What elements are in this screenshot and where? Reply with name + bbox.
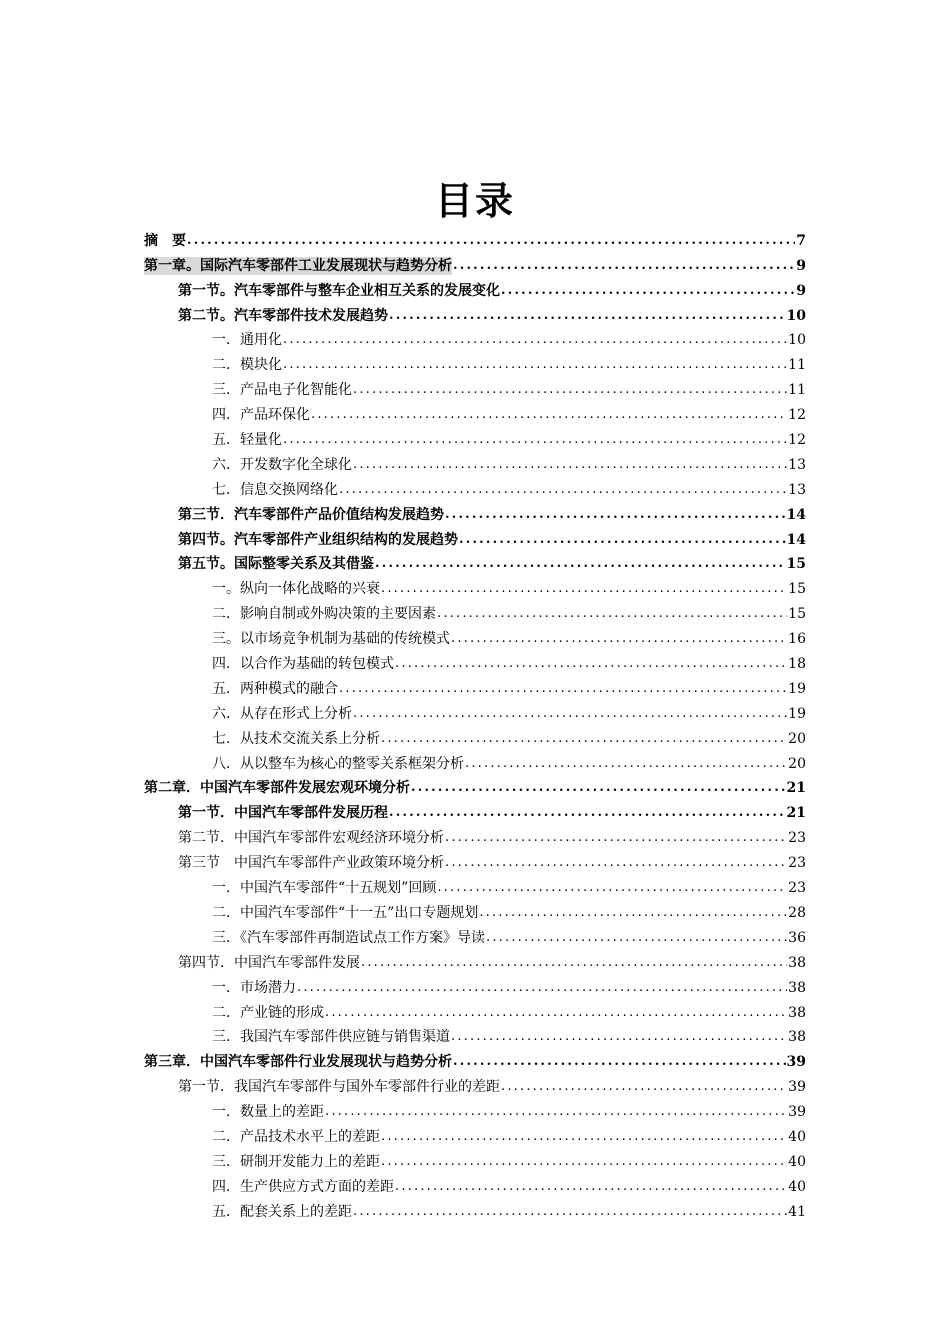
toc-entry-page-number: 7 bbox=[796, 232, 806, 249]
toc-entry-label: 第四节．中国汽车零部件发展 bbox=[178, 954, 360, 971]
toc-entry[interactable] bbox=[144, 573, 806, 598]
toc-dot-leader bbox=[311, 406, 787, 424]
toc-entry-label: 第二节。汽车零部件技术发展趋势 bbox=[178, 307, 388, 324]
toc-entry-page-number: 14 bbox=[786, 531, 806, 548]
toc-entry[interactable] bbox=[144, 773, 806, 798]
toc-entry[interactable] bbox=[144, 474, 806, 499]
toc-dot-leader bbox=[465, 755, 787, 773]
toc-entry[interactable] bbox=[144, 449, 806, 474]
toc-entry-label: 三。以市场竞争机制为基础的传统模式 bbox=[212, 631, 450, 648]
toc-entry-page-number: 16 bbox=[788, 631, 806, 648]
toc-entry-label: 第三节．汽车零部件产品价值结构发展趋势 bbox=[178, 506, 444, 523]
toc-entry[interactable] bbox=[144, 797, 806, 822]
toc-entry-page-number: 40 bbox=[788, 1128, 806, 1145]
toc-entry-label: 第五节。国际整零关系及其借鉴 bbox=[178, 556, 374, 573]
toc-entry-page-number: 21 bbox=[786, 780, 806, 797]
toc-entry[interactable] bbox=[144, 1196, 806, 1221]
toc-entry-label: 第一节。汽车零部件与整车企业相互关系的发展变化 bbox=[178, 282, 500, 299]
toc-entry-page-number: 21 bbox=[786, 805, 806, 822]
toc-entry-page-number: 15 bbox=[786, 556, 806, 573]
toc-dot-leader bbox=[445, 829, 787, 847]
toc-dot-leader bbox=[451, 1028, 787, 1046]
toc-dot-leader bbox=[361, 954, 787, 972]
toc-entry-page-number: 28 bbox=[788, 904, 806, 921]
toc-entry-label: 第一章。国际汽车零部件工业发展现状与趋势分析 bbox=[144, 257, 452, 274]
toc-entry-label: 三．《汽车零部件再制造试点工作方案》导读 bbox=[212, 929, 485, 946]
toc-dot-leader bbox=[501, 1078, 787, 1096]
toc-entry[interactable] bbox=[144, 723, 806, 748]
toc-dot-leader bbox=[297, 979, 787, 997]
toc-dot-leader bbox=[353, 381, 787, 399]
toc-entry-page-number: 23 bbox=[788, 855, 806, 872]
toc-entry-page-number: 40 bbox=[788, 1153, 806, 1170]
toc-dot-leader bbox=[451, 630, 787, 648]
toc-entry[interactable] bbox=[144, 698, 806, 723]
toc-entry-label: 二．产业链的形成 bbox=[212, 1004, 324, 1021]
toc-entry-label: 第四节。汽车零部件产业组织结构的发展趋势 bbox=[178, 531, 458, 548]
toc-entry-label: 一．市场潜力 bbox=[212, 979, 296, 996]
toc-entry[interactable] bbox=[144, 225, 806, 250]
toc-entry-label: 三．我国汽车零部件供应链与销售渠道 bbox=[212, 1029, 450, 1046]
toc-dot-leader bbox=[445, 854, 787, 872]
toc-entry[interactable] bbox=[144, 549, 806, 574]
toc-entry-page-number: 41 bbox=[788, 1203, 806, 1220]
toc-entry[interactable] bbox=[144, 748, 806, 773]
toc-dot-leader bbox=[381, 730, 787, 748]
toc-dot-leader bbox=[353, 705, 787, 723]
toc-entry-label: 一．通用化 bbox=[212, 332, 282, 349]
toc-entry-page-number: 11 bbox=[788, 357, 806, 374]
toc-entry[interactable] bbox=[144, 1121, 806, 1146]
toc-entry-page-number: 23 bbox=[788, 830, 806, 847]
toc-entry[interactable] bbox=[144, 524, 806, 549]
toc-entry-page-number: 10 bbox=[786, 307, 806, 324]
toc-dot-leader bbox=[375, 555, 786, 573]
toc-entry-label: 第一节．中国汽车零部件发展历程 bbox=[178, 805, 388, 822]
toc-entry-label: 二．产品技术水平上的差距 bbox=[212, 1128, 380, 1145]
toc-entry[interactable] bbox=[144, 1046, 806, 1071]
toc-entry-label: 七．信息交换网络化 bbox=[212, 481, 338, 498]
toc-entry[interactable] bbox=[144, 997, 806, 1022]
toc-dot-leader bbox=[381, 1153, 787, 1171]
toc-dot-leader bbox=[325, 1004, 787, 1022]
toc-entry-page-number: 15 bbox=[788, 606, 806, 623]
toc-entry-page-number: 38 bbox=[788, 954, 806, 971]
toc-dot-leader bbox=[395, 655, 787, 673]
toc-entry-page-number: 39 bbox=[788, 1104, 806, 1121]
toc-entry-label: 第三节 中国汽车零部件产业政策环境分析 bbox=[178, 855, 444, 872]
toc-entry[interactable] bbox=[144, 972, 806, 997]
toc-dot-leader bbox=[339, 680, 787, 698]
toc-entry-page-number: 19 bbox=[788, 705, 806, 722]
toc-entry-page-number: 9 bbox=[796, 282, 806, 299]
toc-entry-label: 第三章．中国汽车零部件行业发展现状与趋势分析 bbox=[144, 1054, 452, 1071]
toc-entry-page-number: 38 bbox=[788, 979, 806, 996]
toc-dot-leader bbox=[479, 904, 787, 922]
toc-entry-page-number: 19 bbox=[788, 680, 806, 697]
toc-dot-leader bbox=[389, 804, 786, 822]
toc-dot-leader bbox=[353, 456, 787, 474]
toc-dot-leader bbox=[501, 282, 795, 300]
toc-entry-label: 三．研制开发能力上的差距 bbox=[212, 1153, 380, 1170]
toc-dot-leader bbox=[459, 531, 786, 549]
page-title: 目录 bbox=[434, 179, 515, 223]
toc-entry-label: 六．开发数字化全球化 bbox=[212, 456, 352, 473]
toc-dot-leader bbox=[283, 331, 787, 349]
toc-entry-page-number: 9 bbox=[796, 257, 806, 274]
toc-entry[interactable] bbox=[144, 374, 806, 399]
toc-entry-page-number: 18 bbox=[788, 656, 806, 673]
toc-entry[interactable] bbox=[144, 1022, 806, 1047]
toc-entry[interactable] bbox=[144, 300, 806, 325]
toc-entry-label: 五．两种模式的融合 bbox=[212, 680, 338, 697]
toc-dot-leader bbox=[283, 431, 787, 449]
toc-entry-label: 第一节．我国汽车零部件与国外车零部件行业的差距 bbox=[178, 1079, 500, 1096]
toc-entry-label: 八．从以整车为核心的整零关系框架分析 bbox=[212, 755, 464, 772]
toc-entry-label: 一。纵向一体化战略的兴衰 bbox=[212, 581, 380, 598]
toc-dot-leader bbox=[187, 232, 795, 250]
toc-entry-page-number: 10 bbox=[788, 332, 806, 349]
toc-dot-leader bbox=[325, 1103, 787, 1121]
toc-dot-leader bbox=[389, 307, 786, 325]
toc-entry-page-number: 12 bbox=[788, 432, 806, 449]
toc-entry-page-number: 20 bbox=[788, 755, 806, 772]
toc-entry-label: 七．从技术交流关系上分析 bbox=[212, 730, 380, 747]
toc-entry[interactable] bbox=[144, 499, 806, 524]
toc-dot-leader bbox=[437, 879, 787, 897]
toc-dot-leader bbox=[445, 506, 786, 524]
toc-entry-page-number: 14 bbox=[786, 506, 806, 523]
toc-dot-leader bbox=[437, 605, 787, 623]
toc-entry-label: 六．从存在形式上分析 bbox=[212, 705, 352, 722]
toc-entry-page-number: 11 bbox=[788, 382, 806, 399]
toc-entry-page-number: 36 bbox=[788, 929, 806, 946]
toc-entry-label: 二．模块化 bbox=[212, 357, 282, 374]
toc-dot-leader bbox=[381, 1128, 787, 1146]
toc-entry-page-number: 23 bbox=[788, 880, 806, 897]
toc-dot-leader bbox=[453, 1053, 786, 1071]
toc-dot-leader bbox=[453, 257, 795, 275]
toc-entry[interactable] bbox=[144, 349, 806, 374]
toc-entry-page-number: 20 bbox=[788, 730, 806, 747]
toc-entry[interactable] bbox=[144, 275, 806, 300]
toc-entry-label: 四．产品环保化 bbox=[212, 407, 310, 424]
toc-dot-leader bbox=[381, 580, 787, 598]
toc-entry-page-number: 39 bbox=[786, 1054, 806, 1071]
toc-entry-label: 四．生产供应方式方面的差距 bbox=[212, 1178, 394, 1195]
toc-entry[interactable] bbox=[144, 399, 806, 424]
toc-entry[interactable] bbox=[144, 947, 806, 972]
toc-entry-label: 四．以合作为基础的转包模式 bbox=[212, 656, 394, 673]
toc-entry-page-number: 38 bbox=[788, 1029, 806, 1046]
toc-entry-label: 一．中国汽车零部件“十五规划”回顾 bbox=[212, 880, 437, 897]
toc-entry[interactable] bbox=[144, 325, 806, 350]
toc-entry-label: 五．配套关系上的差距 bbox=[212, 1203, 352, 1220]
toc-dot-leader bbox=[395, 1178, 787, 1196]
toc-entry-page-number: 15 bbox=[788, 581, 806, 598]
toc-entry[interactable] bbox=[144, 1096, 806, 1121]
toc-entry-page-number: 13 bbox=[788, 481, 806, 498]
toc-entry[interactable] bbox=[144, 822, 806, 847]
toc-entry[interactable] bbox=[144, 424, 806, 449]
toc-dot-leader bbox=[486, 929, 787, 947]
toc-entry-label: 第二节．中国汽车零部件宏观经济环境分析 bbox=[178, 830, 444, 847]
toc-entry[interactable] bbox=[144, 1146, 806, 1171]
table-of-contents bbox=[144, 225, 806, 1221]
toc-entry-page-number: 12 bbox=[788, 407, 806, 424]
toc-entry-page-number: 38 bbox=[788, 1004, 806, 1021]
toc-entry-label: 第二章．中国汽车零部件发展宏观环境分析 bbox=[144, 780, 410, 797]
toc-entry[interactable] bbox=[144, 847, 806, 872]
toc-entry-label: 一．数量上的差距 bbox=[212, 1104, 324, 1121]
toc-entry[interactable] bbox=[144, 250, 806, 275]
toc-dot-leader bbox=[411, 779, 786, 797]
toc-entry[interactable] bbox=[144, 1171, 806, 1196]
toc-entry-label: 三．产品电子化智能化 bbox=[212, 382, 352, 399]
toc-entry-label: 二．影响自制或外购决策的主要因素 bbox=[212, 606, 436, 623]
toc-entry[interactable] bbox=[144, 598, 806, 623]
toc-entry-label: 五．轻量化 bbox=[212, 432, 282, 449]
toc-entry[interactable] bbox=[144, 623, 806, 648]
toc-dot-leader bbox=[283, 356, 787, 374]
toc-entry[interactable] bbox=[144, 673, 806, 698]
toc-entry-label: 二．中国汽车零部件“十一五”出口专题规划 bbox=[212, 904, 479, 921]
toc-dot-leader bbox=[353, 1203, 787, 1221]
toc-entry[interactable] bbox=[144, 872, 806, 897]
toc-entry[interactable] bbox=[144, 922, 806, 947]
toc-entry-label: 摘 要 bbox=[144, 232, 186, 249]
toc-entry[interactable] bbox=[144, 1071, 806, 1096]
toc-entry-page-number: 40 bbox=[788, 1178, 806, 1195]
toc-entry[interactable] bbox=[144, 648, 806, 673]
toc-dot-leader bbox=[339, 481, 787, 499]
toc-entry[interactable] bbox=[144, 897, 806, 922]
toc-entry-page-number: 39 bbox=[788, 1079, 806, 1096]
toc-entry-page-number: 13 bbox=[788, 456, 806, 473]
